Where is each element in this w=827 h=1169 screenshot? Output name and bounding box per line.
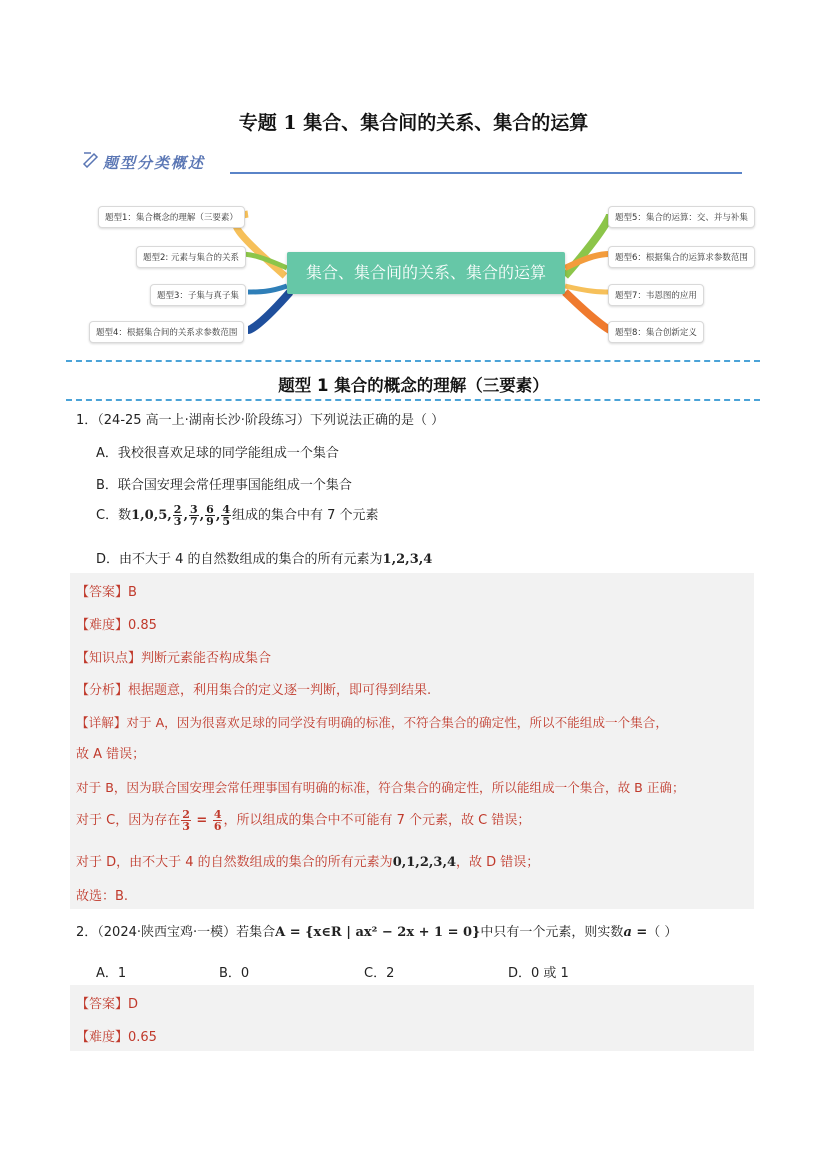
question-1-answer-box <box>70 573 754 909</box>
mindmap-branch-left-4 <box>248 292 290 330</box>
mindmap-node-type1: 题型1：集合概念的理解（三要素） <box>98 206 245 228</box>
analysis-line: 【分析】根据题意，利用集合的定义逐一判断，即可得到结果. <box>76 683 432 698</box>
detail-line-2: 故 A 错误； <box>76 747 146 762</box>
question-2-option-d: D．0 或 1 <box>508 966 569 981</box>
question-2-stem <box>76 921 677 940</box>
document-title: 专题 1 集合、集合间的关系、集合的运算 <box>238 112 589 134</box>
question-2-option-a: A．1 <box>96 966 127 981</box>
detail-line-3: 对于 B，因为联合国安理会常任理事国有明确的标准，符合集合的确定性，所以能组成一个集合，故 B 正确； <box>76 780 685 795</box>
option-c-suffix: 组成的集合中有 7 个元素 <box>232 508 379 523</box>
fraction: $\frac{4}{6}$ <box>213 808 222 833</box>
mindmap-node-type5: 题型5：集合的运算：交、并与补集 <box>608 206 755 228</box>
answer-line: 【答案】D <box>76 997 139 1012</box>
conclusion-line: 故选：B. <box>76 889 129 904</box>
question-1-option-d <box>96 548 432 567</box>
detail-line-1: 【详解】对于 A，因为很喜欢足球的同学没有明确的标准，不符合集合的确定性，所以不能组成一个集合， <box>76 715 668 730</box>
mindmap-branch-right-2 <box>565 254 610 268</box>
detail-line-4: 对于 C，因为存在 $\frac{2}{3}$ = $\frac{4}{6}$ ，所以组成的集合中不可能有 7 个元素，故 C 错误； <box>76 808 531 833</box>
fraction: $\frac{4}{5}$ <box>222 503 231 528</box>
option-c-prefix: C．数 <box>96 508 132 523</box>
question-1-stem: 1．（24-25 高一上·湖南长沙·阶段练习）下列说法正确的是（ ） <box>76 413 445 428</box>
overview-underline <box>230 172 742 174</box>
question-1-option-a: A．我校很喜欢足球的同学能组成一个集合 <box>96 446 339 461</box>
detail-5-suffix: ，故 D 错误； <box>456 855 540 870</box>
q2-stem-middle: 中只有一个元素，则实数 <box>480 925 624 940</box>
option-c-numbers: 1,0,5, <box>131 508 172 523</box>
mindmap-node-type2: 题型2: 元素与集合的关系 <box>136 246 246 268</box>
mindmap-branch-right-4 <box>565 292 610 330</box>
question-2-option-b: B．0 <box>219 966 250 981</box>
knowledge-point-line: 【知识点】判断元素能否构成集合 <box>76 651 272 666</box>
q2-stem-suffix: （ ） <box>647 925 678 940</box>
question-1-option-c: C．数1,0,5, $\frac{2}{3}$ , $\frac{3}{7}$ , $\frac{6}{9}$ , $\frac{4}{5}$ 组成的集合中有 7 个元素 <box>96 503 379 528</box>
mindmap-node-type6: 题型6：根据集合的运算求参数范围 <box>608 246 755 268</box>
question-2-option-c: C．2 <box>364 966 395 981</box>
option-d-text: D．由不大于 4 的自然数组成的集合的所有元素为 <box>96 552 383 567</box>
mindmap-center-node: 集合、集合间的关系、集合的运算 <box>287 252 565 294</box>
detail-5-prefix: 对于 D，由不大于 4 的自然数组成的集合的所有元素为 <box>76 855 393 870</box>
mindmap-branch-right-3 <box>565 286 610 292</box>
detail-4-suffix: ，所以组成的集合中不可能有 7 个元素，故 C 错误； <box>223 813 531 828</box>
q2-variable: a = <box>623 925 648 940</box>
difficulty-line: 【难度】0.65 <box>76 1030 157 1045</box>
detail-5-math: 0,1,2,3,4 <box>392 855 457 870</box>
mindmap-node-type4: 题型4：根据集合间的关系求参数范围 <box>89 321 244 343</box>
overview-label: 题型分类概述 <box>103 154 206 172</box>
fraction: $\frac{2}{3}$ <box>182 808 190 833</box>
option-d-math: 1,2,3,4 <box>382 552 433 567</box>
pen-icon <box>82 150 100 168</box>
q2-stem-prefix: 2．（2024·陕西宝鸡·一模）若集合 <box>76 925 276 940</box>
fraction: $\frac{6}{9}$ <box>206 503 214 528</box>
detail-line-5 <box>76 851 539 870</box>
mindmap-node-type7: 题型7：韦恩图的应用 <box>608 284 704 306</box>
mindmap-branch-left-3 <box>248 286 287 292</box>
section-title: 题型 1 集合的概念的理解（三要素） <box>278 376 549 395</box>
mindmap-node-type8: 题型8：集合创新定义 <box>608 321 704 343</box>
question-2-answer-box <box>70 985 754 1051</box>
fraction: $\frac{3}{7}$ <box>189 503 198 528</box>
answer-line: 【答案】B <box>76 585 137 600</box>
mindmap-branch-left-2 <box>240 254 287 268</box>
q2-set-expression: A = {x∈R | ax² − 2x + 1 = 0} <box>275 925 481 940</box>
detail-4-prefix: 对于 C，因为存在 <box>76 813 181 828</box>
question-1-option-b: B．联合国安理会常任理事国能组成一个集合 <box>96 478 352 493</box>
fraction: $\frac{2}{3}$ <box>173 503 182 528</box>
section-divider-bottom <box>66 399 760 401</box>
section-divider-top <box>66 360 760 362</box>
difficulty-line: 【难度】0.85 <box>76 618 157 633</box>
mindmap-node-type3: 题型3：子集与真子集 <box>150 284 246 306</box>
